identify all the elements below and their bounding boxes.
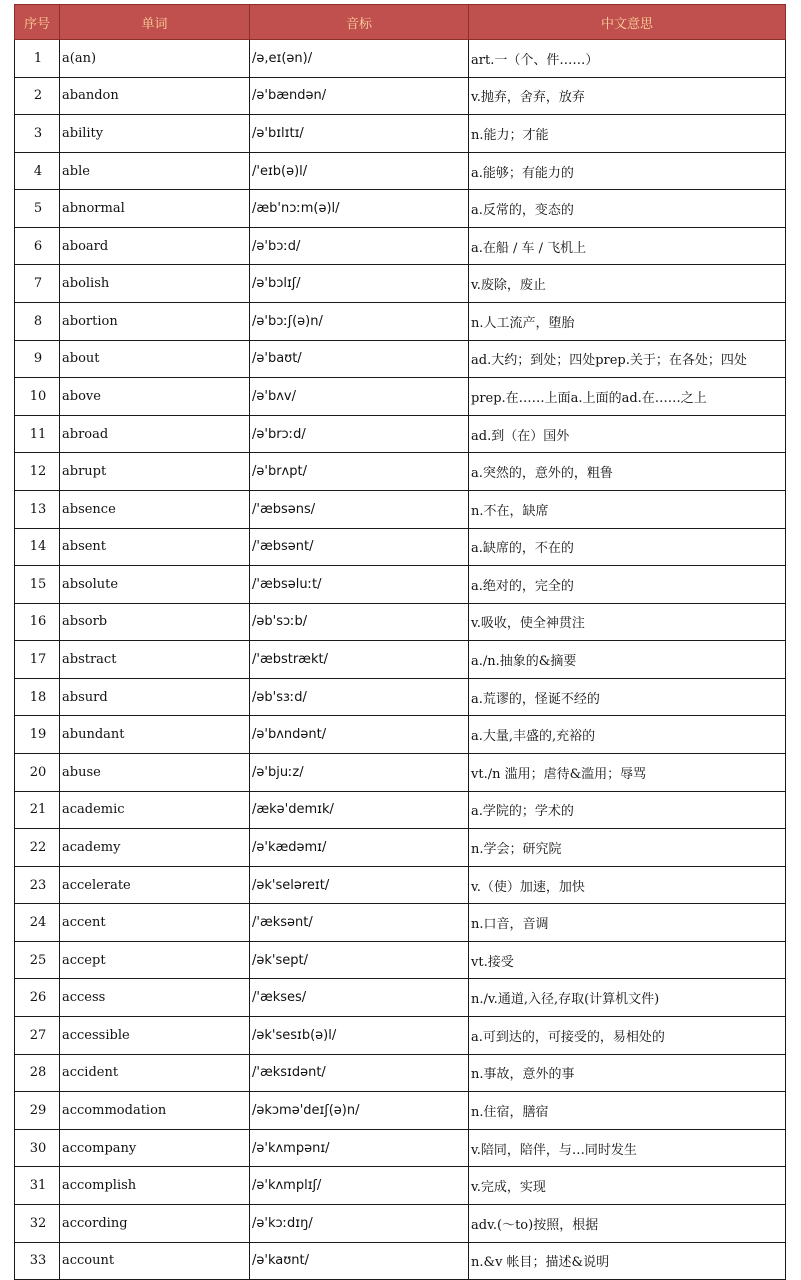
- cell-num: 2: [15, 77, 60, 115]
- cell-meaning: a.大量,丰盛的,充裕的: [469, 716, 786, 754]
- cell-ipa: /ə'bændən/: [250, 77, 469, 115]
- cell-num: 20: [15, 753, 60, 791]
- cell-meaning: ad.到（在）国外: [469, 415, 786, 453]
- cell-meaning: n.不在，缺席: [469, 490, 786, 528]
- cell-word: able: [60, 152, 250, 190]
- cell-meaning: adv.(～to)按照，根据: [469, 1204, 786, 1242]
- cell-word: abroad: [60, 415, 250, 453]
- table-row: [15, 829, 786, 867]
- cell-word: accelerate: [60, 866, 250, 904]
- cell-word: accompany: [60, 1129, 250, 1167]
- cell-meaning: a.可到达的，可接受的，易相处的: [469, 1017, 786, 1055]
- cell-word: access: [60, 979, 250, 1017]
- table-row: [15, 1167, 786, 1205]
- cell-word: absorb: [60, 603, 250, 641]
- cell-ipa: /ə'kʌmplɪʃ/: [250, 1167, 469, 1205]
- vocabulary-table: [14, 4, 786, 1280]
- cell-word: about: [60, 340, 250, 378]
- cell-ipa: /əkɔmə'deɪʃ(ə)n/: [250, 1092, 469, 1130]
- cell-word: account: [60, 1242, 250, 1280]
- cell-ipa: /æb'nɔːm(ə)l/: [250, 190, 469, 228]
- cell-ipa: /ə'kɔːdɪŋ/: [250, 1204, 469, 1242]
- header-meaning: 中文意思: [469, 5, 786, 40]
- cell-meaning: n.能力；才能: [469, 115, 786, 153]
- cell-ipa: /ə'bɔːd/: [250, 227, 469, 265]
- cell-meaning: n.口音，音调: [469, 904, 786, 942]
- cell-word: abandon: [60, 77, 250, 115]
- table-row: [15, 490, 786, 528]
- cell-num: 28: [15, 1054, 60, 1092]
- cell-ipa: /'eɪb(ə)l/: [250, 152, 469, 190]
- cell-meaning: a.荒谬的，怪诞不经的: [469, 678, 786, 716]
- cell-ipa: /ək'sesɪb(ə)l/: [250, 1017, 469, 1055]
- table-row: [15, 716, 786, 754]
- cell-ipa: /əb'sɔːb/: [250, 603, 469, 641]
- cell-meaning: n.&v 帐目；描述&说明: [469, 1242, 786, 1280]
- table-row: [15, 378, 786, 416]
- cell-meaning: v.吸收，使全神贯注: [469, 603, 786, 641]
- cell-num: 31: [15, 1167, 60, 1205]
- cell-num: 12: [15, 453, 60, 491]
- cell-num: 14: [15, 528, 60, 566]
- cell-meaning: vt.接受: [469, 941, 786, 979]
- cell-ipa: /ə'brɔːd/: [250, 415, 469, 453]
- cell-ipa: /ə,eɪ(ən)/: [250, 40, 469, 78]
- table-row: [15, 1054, 786, 1092]
- cell-num: 32: [15, 1204, 60, 1242]
- vocabulary-sheet: [14, 4, 786, 1280]
- cell-num: 1: [15, 40, 60, 78]
- cell-num: 13: [15, 490, 60, 528]
- cell-num: 27: [15, 1017, 60, 1055]
- table-row: [15, 528, 786, 566]
- cell-ipa: /ək'sept/: [250, 941, 469, 979]
- cell-word: a(an): [60, 40, 250, 78]
- cell-meaning: a./n.抽象的&摘要: [469, 641, 786, 679]
- cell-meaning: v.（使）加速，加快: [469, 866, 786, 904]
- cell-meaning: vt./n 滥用；虐待&滥用；辱骂: [469, 753, 786, 791]
- table-row: [15, 941, 786, 979]
- cell-meaning: v.废除，废止: [469, 265, 786, 303]
- table-row: [15, 791, 786, 829]
- cell-ipa: /ə'bʌv/: [250, 378, 469, 416]
- cell-meaning: a.在船 / 车 / 飞机上: [469, 227, 786, 265]
- cell-word: accent: [60, 904, 250, 942]
- table-row: [15, 415, 786, 453]
- cell-word: abortion: [60, 303, 250, 341]
- cell-meaning: art.一（个、件……）: [469, 40, 786, 78]
- cell-num: 24: [15, 904, 60, 942]
- cell-num: 18: [15, 678, 60, 716]
- cell-meaning: n./v.通道,入径,存取(计算机文件): [469, 979, 786, 1017]
- cell-ipa: /əb'sɜːd/: [250, 678, 469, 716]
- cell-meaning: n.事故，意外的事: [469, 1054, 786, 1092]
- cell-word: accessible: [60, 1017, 250, 1055]
- cell-meaning: a.反常的，变态的: [469, 190, 786, 228]
- cell-word: academic: [60, 791, 250, 829]
- table-row: [15, 1129, 786, 1167]
- table-row: [15, 979, 786, 1017]
- cell-num: 26: [15, 979, 60, 1017]
- cell-num: 8: [15, 303, 60, 341]
- table-row: [15, 152, 786, 190]
- header-row: [15, 5, 786, 40]
- cell-num: 9: [15, 340, 60, 378]
- cell-num: 30: [15, 1129, 60, 1167]
- cell-word: abrupt: [60, 453, 250, 491]
- cell-num: 33: [15, 1242, 60, 1280]
- cell-word: according: [60, 1204, 250, 1242]
- cell-ipa: /ə'kaʊnt/: [250, 1242, 469, 1280]
- cell-word: abstract: [60, 641, 250, 679]
- cell-word: above: [60, 378, 250, 416]
- cell-num: 7: [15, 265, 60, 303]
- cell-word: abolish: [60, 265, 250, 303]
- cell-meaning: ad.大约；到处；四处prep.关于；在各处；四处: [469, 340, 786, 378]
- table-row: [15, 453, 786, 491]
- cell-num: 4: [15, 152, 60, 190]
- cell-num: 10: [15, 378, 60, 416]
- table-row: [15, 866, 786, 904]
- cell-word: academy: [60, 829, 250, 867]
- cell-meaning: n.学会；研究院: [469, 829, 786, 867]
- table-row: [15, 1017, 786, 1055]
- cell-num: 17: [15, 641, 60, 679]
- cell-ipa: /ə'bɪlɪtɪ/: [250, 115, 469, 153]
- cell-word: abnormal: [60, 190, 250, 228]
- table-row: [15, 678, 786, 716]
- cell-ipa: /'æbstrækt/: [250, 641, 469, 679]
- cell-word: absolute: [60, 566, 250, 604]
- cell-ipa: /'æbsəns/: [250, 490, 469, 528]
- table-row: [15, 1204, 786, 1242]
- cell-num: 21: [15, 791, 60, 829]
- table-row: [15, 1242, 786, 1280]
- cell-word: accident: [60, 1054, 250, 1092]
- cell-meaning: a.缺席的，不在的: [469, 528, 786, 566]
- cell-num: 29: [15, 1092, 60, 1130]
- cell-word: accomplish: [60, 1167, 250, 1205]
- header-ipa: 音标: [250, 5, 469, 40]
- cell-meaning: a.学院的；学术的: [469, 791, 786, 829]
- table-row: [15, 641, 786, 679]
- cell-ipa: /ə'bɔːʃ(ə)n/: [250, 303, 469, 341]
- table-row: [15, 265, 786, 303]
- cell-num: 25: [15, 941, 60, 979]
- cell-ipa: /'æbsənt/: [250, 528, 469, 566]
- cell-word: aboard: [60, 227, 250, 265]
- cell-meaning: prep.在……上面a.上面的ad.在……之上: [469, 378, 786, 416]
- cell-num: 6: [15, 227, 60, 265]
- cell-ipa: /'æksɪdənt/: [250, 1054, 469, 1092]
- table-row: [15, 566, 786, 604]
- table-body: [15, 40, 786, 1280]
- cell-num: 16: [15, 603, 60, 641]
- table-row: [15, 753, 786, 791]
- cell-meaning: v.陪同，陪伴，与…同时发生: [469, 1129, 786, 1167]
- table-row: [15, 115, 786, 153]
- cell-ipa: /ækə'demɪk/: [250, 791, 469, 829]
- cell-num: 11: [15, 415, 60, 453]
- cell-word: absent: [60, 528, 250, 566]
- cell-meaning: n.住宿，膳宿: [469, 1092, 786, 1130]
- table-row: [15, 1092, 786, 1130]
- cell-meaning: v.完成，实现: [469, 1167, 786, 1205]
- cell-ipa: /ə'bʌndənt/: [250, 716, 469, 754]
- cell-meaning: a.绝对的，完全的: [469, 566, 786, 604]
- cell-num: 23: [15, 866, 60, 904]
- cell-meaning: a.能够；有能力的: [469, 152, 786, 190]
- cell-ipa: /ə'kʌmpənɪ/: [250, 1129, 469, 1167]
- cell-word: absurd: [60, 678, 250, 716]
- header-num: 序号: [15, 5, 60, 40]
- cell-num: 22: [15, 829, 60, 867]
- cell-num: 3: [15, 115, 60, 153]
- cell-ipa: /ə'bjuːz/: [250, 753, 469, 791]
- cell-ipa: /ə'brʌpt/: [250, 453, 469, 491]
- cell-word: accept: [60, 941, 250, 979]
- cell-meaning: a.突然的，意外的，粗鲁: [469, 453, 786, 491]
- cell-num: 15: [15, 566, 60, 604]
- table-row: [15, 603, 786, 641]
- table-row: [15, 77, 786, 115]
- cell-word: absence: [60, 490, 250, 528]
- header-word: 单词: [60, 5, 250, 40]
- table-row: [15, 40, 786, 78]
- cell-ipa: /'æksənt/: [250, 904, 469, 942]
- table-row: [15, 227, 786, 265]
- cell-ipa: /ə'bɔlɪʃ/: [250, 265, 469, 303]
- cell-meaning: n.人工流产，堕胎: [469, 303, 786, 341]
- cell-ipa: /ək'seləreɪt/: [250, 866, 469, 904]
- cell-meaning: v.抛弃，舍弃，放弃: [469, 77, 786, 115]
- cell-ipa: /ə'baʊt/: [250, 340, 469, 378]
- cell-word: ability: [60, 115, 250, 153]
- table-row: [15, 303, 786, 341]
- cell-num: 19: [15, 716, 60, 754]
- table-row: [15, 904, 786, 942]
- table-row: [15, 340, 786, 378]
- cell-word: accommodation: [60, 1092, 250, 1130]
- cell-word: abuse: [60, 753, 250, 791]
- table-row: [15, 190, 786, 228]
- cell-num: 5: [15, 190, 60, 228]
- cell-ipa: /'æbsəluːt/: [250, 566, 469, 604]
- cell-word: abundant: [60, 716, 250, 754]
- cell-ipa: /'ækses/: [250, 979, 469, 1017]
- cell-ipa: /ə'kædəmɪ/: [250, 829, 469, 867]
